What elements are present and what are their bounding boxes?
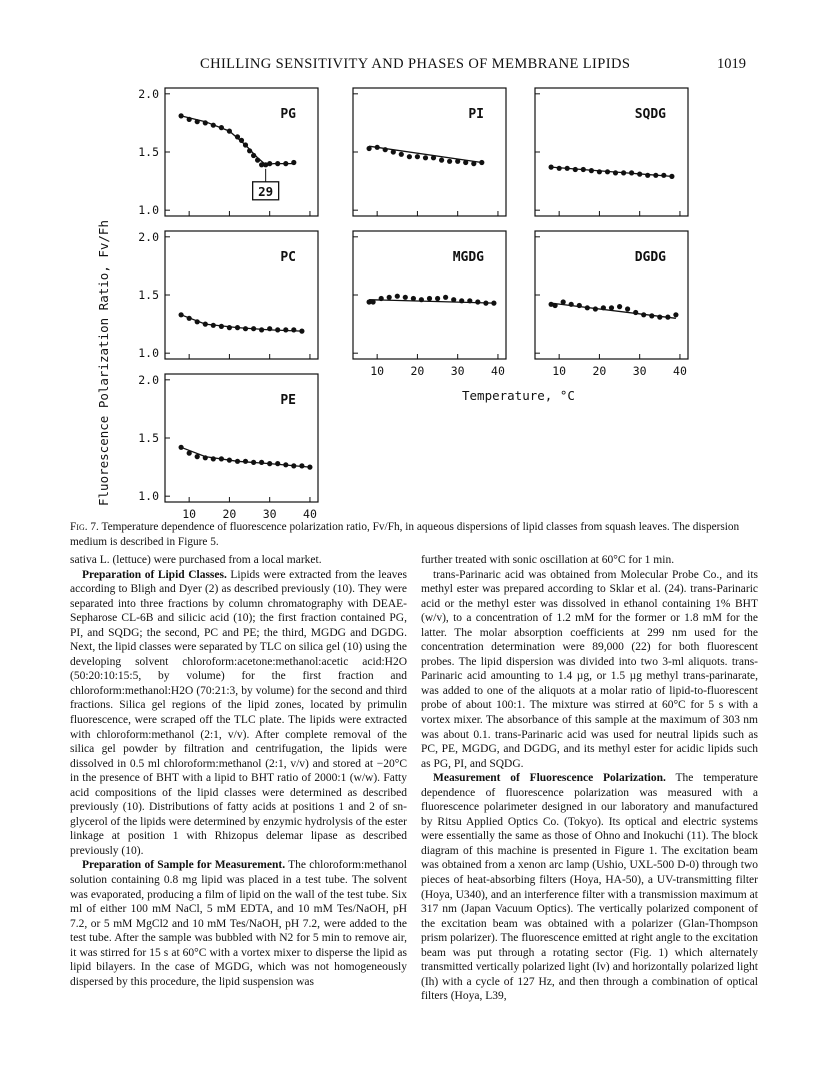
- x-tick-label: 20: [410, 364, 425, 378]
- x-tick-label: 40: [673, 364, 687, 378]
- data-point: [195, 319, 200, 324]
- fit-line: [369, 300, 494, 303]
- y-tick-label: 2.0: [138, 229, 159, 244]
- data-point: [645, 173, 650, 178]
- panel-label: PI: [468, 107, 484, 122]
- caption-text: Temperature dependence of fluorescence polarization ratio, Fv/Fh, in aqueous dispersions of lipid classes from squash leaves. The dispersion medium is described in Figure 5.: [70, 521, 740, 548]
- data-point: [443, 295, 448, 300]
- data-point: [275, 461, 280, 466]
- data-point: [367, 146, 372, 151]
- data-point: [283, 161, 288, 166]
- data-point: [447, 159, 452, 164]
- data-point: [593, 306, 598, 311]
- data-point: [653, 173, 658, 178]
- section-heading: Measurement of Fluorescence Polarization.: [433, 772, 666, 785]
- data-point: [419, 297, 424, 302]
- x-tick-label: 10: [370, 364, 385, 378]
- y-tick-label: 1.0: [138, 203, 159, 218]
- data-point: [669, 174, 674, 179]
- data-point: [179, 113, 184, 118]
- figure-7: [0, 78, 816, 521]
- data-point: [451, 297, 456, 302]
- data-point: [211, 456, 216, 461]
- data-point: [219, 324, 224, 329]
- x-tick-label: 10: [182, 507, 197, 521]
- panel-pg: [138, 87, 318, 217]
- data-point: [553, 303, 558, 308]
- right-column: [421, 553, 758, 1004]
- data-point: [187, 316, 192, 321]
- data-point: [573, 167, 578, 172]
- data-point: [267, 161, 272, 166]
- y-tick-label: 2.0: [138, 372, 159, 387]
- data-point: [585, 305, 590, 310]
- data-point: [483, 301, 488, 306]
- data-point: [259, 460, 264, 465]
- y-tick-label: 1.5: [138, 145, 159, 159]
- data-point: [621, 170, 626, 175]
- data-point: [427, 296, 432, 301]
- panel-pc: [138, 230, 318, 360]
- data-point: [407, 154, 412, 159]
- panel-dgdg: [535, 231, 688, 378]
- data-point: [235, 459, 240, 464]
- data-point: [299, 463, 304, 468]
- panel-label: DGDG: [634, 250, 666, 265]
- data-point: [235, 134, 240, 139]
- data-point: [179, 312, 184, 317]
- annotation-label: 29: [258, 183, 274, 199]
- data-point: [283, 462, 288, 467]
- y-tick-label: 1.5: [138, 431, 159, 445]
- data-point: [291, 160, 296, 165]
- data-point: [203, 120, 208, 125]
- panel-label: SQDG: [634, 107, 666, 122]
- caption-label: Fig. 7.: [70, 521, 99, 533]
- data-point: [561, 299, 566, 304]
- data-point: [657, 315, 662, 320]
- x-tick-label: 20: [222, 507, 237, 521]
- data-point: [629, 170, 634, 175]
- data-point: [227, 458, 232, 463]
- data-point: [387, 295, 392, 300]
- page-number: 1019: [717, 56, 746, 72]
- data-point: [597, 169, 602, 174]
- data-point: [399, 152, 404, 157]
- data-point: [459, 298, 464, 303]
- x-tick-label: 40: [491, 364, 505, 378]
- panel-sqdg: [535, 88, 688, 216]
- data-point: [379, 296, 384, 301]
- data-point: [439, 158, 444, 163]
- data-point: [549, 165, 554, 170]
- data-point: [637, 172, 642, 177]
- y-axis-label: Fluorescence Polarization Ratio, Fv/Fh: [96, 220, 111, 506]
- data-point: [227, 325, 232, 330]
- data-point: [383, 147, 388, 152]
- data-point: [491, 301, 496, 306]
- x-tick-label: 20: [592, 364, 607, 378]
- data-point: [291, 463, 296, 468]
- data-point: [251, 460, 256, 465]
- data-point: [255, 158, 260, 163]
- paragraph: further treated with sonic oscillation at 60°C for 1 min.: [421, 554, 675, 566]
- data-point: [195, 119, 200, 124]
- data-point: [243, 459, 248, 464]
- x-tick-label: 10: [552, 364, 567, 378]
- data-point: [243, 326, 248, 331]
- figure-caption: [70, 520, 760, 550]
- data-point: [557, 166, 562, 171]
- data-point: [625, 306, 630, 311]
- y-tick-label: 1.5: [138, 288, 159, 302]
- y-tick-label: 2.0: [138, 86, 159, 101]
- data-point: [187, 451, 192, 456]
- data-point: [601, 305, 606, 310]
- left-column: [70, 553, 407, 989]
- data-point: [565, 166, 570, 171]
- data-point: [275, 327, 280, 332]
- data-point: [641, 312, 646, 317]
- data-point: [403, 295, 408, 300]
- x-tick-label: 40: [303, 507, 317, 521]
- data-point: [219, 125, 224, 130]
- y-tick-label: 1.0: [138, 346, 159, 361]
- data-point: [299, 329, 304, 334]
- data-point: [577, 303, 582, 308]
- data-point: [247, 148, 252, 153]
- data-point: [227, 129, 232, 134]
- data-point: [665, 315, 670, 320]
- data-point: [371, 299, 376, 304]
- data-point: [415, 154, 420, 159]
- x-axis-label: Temperature, °C: [462, 388, 575, 403]
- data-point: [283, 327, 288, 332]
- data-point: [391, 149, 396, 154]
- paragraph: Preparation of Sample for Measurement. The chloroform:methanol solution containing 0.8 mg lipid was placed in a test tube. The solvent was evaporated, producing a film of lipid on the wall of the test tube. Six ml of either 100 mM NaCl, 5 mM EDTA, and 10 mM Tes/NaOH, pH 7.2, or 5 mM MgCl2 and 10 mM Tes/NaOH, pH 7.2, were added to the test tube. After the sample was bubbled with N2 for 5 min to remove air, it was stirred for 15 s at 60°C with a vortex mixer to disperse the lipid as lipid bilayers. In the case of MGDG, which was not homogeneously dispersed by this procedure, the lipid suspension was: [70, 859, 407, 988]
- data-point: [235, 325, 240, 330]
- data-point: [195, 454, 200, 459]
- data-point: [187, 117, 192, 122]
- panel-label: PC: [280, 250, 296, 265]
- data-point: [267, 326, 272, 331]
- data-point: [291, 327, 296, 332]
- data-point: [243, 142, 248, 147]
- data-point: [463, 160, 468, 165]
- data-point: [179, 445, 184, 450]
- paragraph: Measurement of Fluorescence Polarization. The temperature dependence of fluorescence polarization was measured with a fluorescence polarimeter designed in our laboratory and manufactured by Ritsu Applied Optics Co. (Tokyo). Its optical and electric systems were essentially the same as those of Ohno and Inokuchi (11). The block diagram of this machine is presented in Figure 1. The excitation beam was obtained from a xenon arc lamp (Ushio, UXL-500 D-0) through two pieces of heat-absorbing filters (Hoya, HA-50), a UV-transmitting filter (Hoya, U340), and an interference filter with a transmission maximum at 317 nm (Japan Vacuum Optics). The vertically polarized component of the excitation beam was obtained with a polarizer (Glan-Thompson prism polarizer). The fluorescence emitted at right angle to the excitation beam was put through a rotating sector (Fig. 1) which alternately transmitted vertically polarized light (Iv) and horizontally polarized light (Ih) with a cycle of 127 Hz, and then through a combination of optical filters (Hoya, L39,: [421, 772, 758, 1003]
- data-point: [661, 173, 666, 178]
- data-point: [375, 145, 380, 150]
- x-tick-label: 30: [632, 364, 647, 378]
- data-point: [633, 310, 638, 315]
- data-point: [395, 294, 400, 299]
- data-point: [475, 299, 480, 304]
- data-point: [569, 302, 574, 307]
- data-point: [211, 123, 216, 128]
- paragraph: Preparation of Lipid Classes. Lipids were extracted from the leaves according to Bligh and Dyer (2) as described previously (10). They were separated into three fractions by column chromatography with DEAE-Sepharose CL-6B and silicic acid (10); the first fraction contained PG, PI, and SQDG; the second, PC and PE; the third, MGDG and DGDG. Next, the lipid classes were separated by TLC on silica gel (10) using the developing solvent chloroform:acetone:methanol:acetic acid:H2O (50:20:10:15:5, by volume) for the first fraction and chloroform:methanol:H2O (70:21:3, by volume) for the second and third fractions. Silica gel regions of the lipid zones, located by primulin fluorescence, were scraped off the TLC plate. The lipids were extracted with chloroform:methanol (2:1, v/v). After complete removal of the silica gel powder by filtration and centrifugation, the lipids were dissolved in 0.5 ml chloroform:methanol (2:1, v/v) and stored at −20°C in the presence of BHT with a lipid to BHT ratio of 2000:1 (w/w). Fatty acid compositions of the lipid classes were determined as described previously (10). Distributions of fatty acids at positions 1 and 2 of sn-glycerol of the lipids were determined by enzymic hydrolysis of the ester linkage at position 1 with Rhizopus delemar lipase as described previously (10).: [70, 568, 408, 857]
- data-point: [455, 159, 460, 164]
- data-point: [609, 305, 614, 310]
- x-tick-label: 30: [262, 507, 277, 521]
- running-header: [0, 56, 816, 76]
- data-point: [617, 304, 622, 309]
- x-tick-label: 30: [450, 364, 465, 378]
- data-point: [471, 161, 476, 166]
- data-point: [251, 326, 256, 331]
- paragraph: sativa L. (lettuce) were purchased from a local market.: [70, 554, 322, 566]
- data-point: [411, 296, 416, 301]
- data-point: [649, 313, 654, 318]
- running-title: CHILLING SENSITIVITY AND PHASES OF MEMBRANE LIPIDS: [200, 56, 631, 72]
- data-point: [605, 169, 610, 174]
- section-heading: Preparation of Lipid Classes.: [82, 568, 227, 581]
- paragraph: trans-Parinaric acid was obtained from Molecular Probe Co., and its methyl ester was prepared according to Sklar et al. (24). trans-Parinaric acid or the methyl ester was dissolved in ethanol containing 1% BHT (w/v), to a concentration of 1.2 mM for the former or 1.8 mM for the latter. The molar absorption coefficients at 299 nm used for the concentration determination were 89,000 (22) for both fluorescent probes. The lipid dispersion was divided into two 3-ml aliquots. trans-Parinaric acid amounting to 1.4 µg, or 1.5 µg methyl trans-parinarate, was added to one of the aliquots at a molar ratio of lipid-to-fluorescent probe of about 100:1. The mixture was stirred at 60°C for 5 s with a vortex mixer. The absorbance of this sample at the maximum of 303 nm was about 0.1. trans-Parinaric acid was used for neutral lipids such as PC, PE, MGDG, and DGDG, and its methyl ester for acidic lipids such as PG, PI, and SQDG.: [421, 568, 758, 770]
- panel-label: MGDG: [452, 250, 484, 265]
- data-point: [589, 168, 594, 173]
- y-tick-label: 1.0: [138, 489, 159, 504]
- panel-label: PE: [280, 393, 296, 408]
- data-point: [673, 312, 678, 317]
- data-point: [613, 170, 618, 175]
- fit-line: [181, 447, 310, 467]
- data-point: [275, 161, 280, 166]
- data-point: [259, 327, 264, 332]
- data-point: [467, 298, 472, 303]
- data-point: [307, 465, 312, 470]
- data-point: [423, 155, 428, 160]
- data-point: [219, 456, 224, 461]
- data-point: [203, 322, 208, 327]
- panel-pe: [138, 373, 318, 521]
- panel-label: PG: [280, 107, 296, 122]
- data-point: [581, 167, 586, 172]
- panel-pi: [353, 88, 506, 216]
- panel-mgdg: [353, 231, 506, 378]
- data-point: [211, 323, 216, 328]
- data-point: [239, 138, 244, 143]
- data-point: [431, 155, 436, 160]
- data-point: [479, 160, 484, 165]
- data-point: [267, 461, 272, 466]
- data-point: [203, 455, 208, 460]
- section-heading: Preparation of Sample for Measurement.: [82, 859, 286, 872]
- data-point: [251, 153, 256, 158]
- data-point: [435, 296, 440, 301]
